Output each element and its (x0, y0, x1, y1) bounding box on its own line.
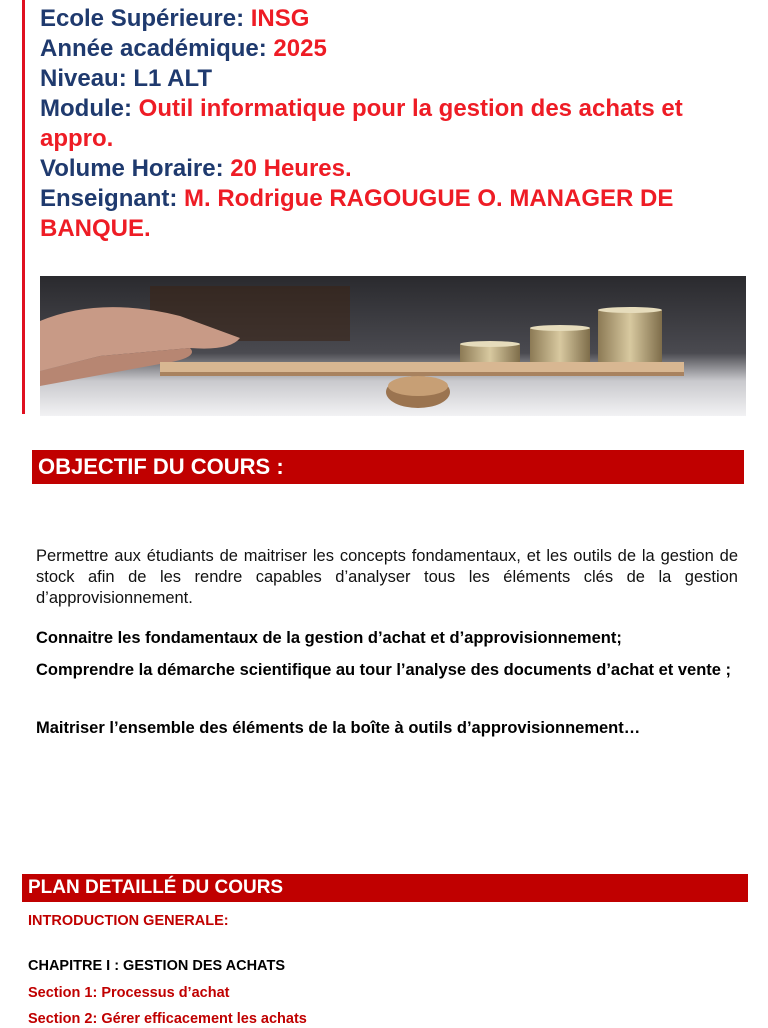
level-label: Niveau: L1 ALT (40, 65, 213, 92)
objectif-item-2: Comprendre la démarche scientifique au tour l’analyse des documents d’achat et vente ; (36, 661, 732, 679)
objectif-item-1: Connaitre les fondamentaux de la gestion d’achat et d’approvisionnement; (36, 629, 622, 647)
objectif-item-3: Maitriser l’ensemble des éléments de la boîte à outils d’approvisionnement… (36, 719, 641, 737)
teacher-line (40, 184, 760, 244)
balance-coins-illustration (40, 276, 746, 416)
module-value: Outil informatique pour la gestion des achats et appro. (40, 95, 683, 152)
teacher-value: M. Rodrigue RAGOUGUE O. MANAGER DE BANQUE. (40, 185, 674, 242)
hours-line (40, 154, 760, 184)
plan-intro: INTRODUCTION GENERALE: (28, 913, 229, 929)
objectif-paragraph: Permettre aux étudiants de maitriser les concepts fondamentaux, et les outils de la gestion de stock afin de les rendre capables d’analyser tous les éléments clés de la gestion d’approvisionnement. (36, 547, 738, 607)
year-value: 2025 (273, 35, 327, 62)
plan-section-2: Section 2: Gérer efficacement les achats (28, 1011, 307, 1027)
level-line (40, 64, 760, 94)
year-label: Année académique: (40, 35, 274, 62)
balance-coins-photo (40, 276, 746, 416)
plan-banner: PLAN DETAILLÉ DU COURS (22, 874, 748, 902)
school-label: Ecole Supérieure: (40, 5, 251, 32)
hours-label: Volume Horaire: (40, 155, 231, 182)
school-line (40, 4, 760, 34)
plan-chapter-1: CHAPITRE I : GESTION DES ACHATS (28, 958, 285, 974)
teacher-label: Enseignant: (40, 185, 185, 212)
plan-section-1: Section 1: Processus d’achat (28, 985, 230, 1001)
school-value: INSG (250, 5, 310, 32)
module-label: Module: (40, 95, 139, 122)
hours-value: 20 Heures. (230, 155, 352, 182)
year-line (40, 34, 760, 64)
course-header (40, 4, 760, 244)
objectif-banner: OBJECTIF DU COURS : (32, 450, 744, 484)
module-line (40, 94, 760, 154)
left-accent-bar (22, 0, 25, 414)
